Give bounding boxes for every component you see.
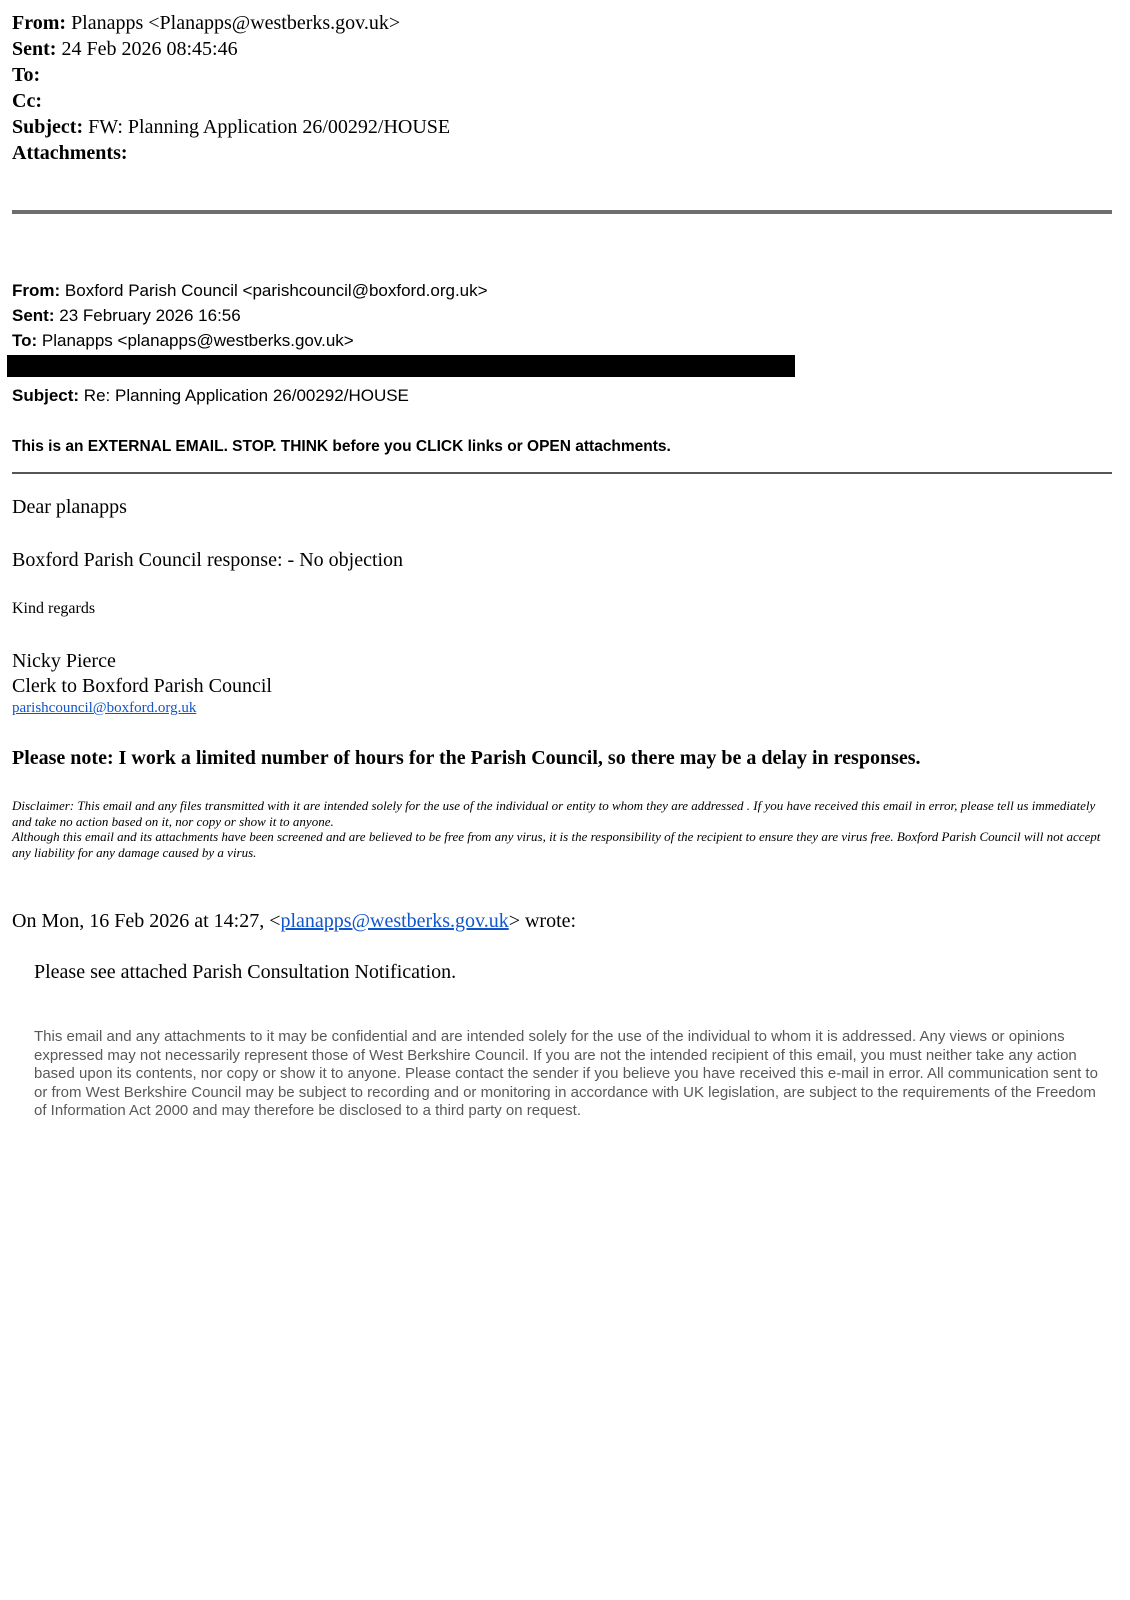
subject-value: FW: Planning Application 26/00292/HOUSE: [88, 116, 451, 138]
header-row-to: [12, 328, 1116, 353]
sent-value: 24 Feb 2026 08:45:46: [61, 38, 238, 60]
response-text: Boxford Parish Council response: - No objection: [12, 549, 404, 571]
subject-label: Subject:: [12, 386, 80, 405]
header-row-attachments: [12, 140, 1116, 166]
header-row-subject: [12, 383, 1116, 408]
attachments-label: Attachments:: [12, 142, 128, 164]
signature-name: Nicky Pierce: [12, 650, 116, 672]
sent-label: Sent:: [12, 38, 57, 60]
quote-prefix: On Mon, 16 Feb 2026 at 14:27, <: [12, 910, 281, 932]
divider-thick: [12, 210, 1112, 214]
from-label: From:: [12, 281, 61, 300]
outer-email-header: [12, 10, 1116, 166]
from-value: Boxford Parish Council <parishcouncil@boxford.org.uk>: [64, 281, 488, 300]
external-email-warning: This is an EXTERNAL EMAIL. STOP. THINK before you CLICK links or OPEN attachments.: [12, 438, 671, 455]
header-row-sent: [12, 303, 1116, 328]
from-value: Planapps <Planapps@westberks.gov.uk>: [71, 12, 401, 34]
header-row-to: [12, 62, 1116, 88]
hours-note: Please note: I work a limited number of hours for the Parish Council, so there may be a delay in responses.: [12, 747, 921, 769]
parish-disclaimer-part1: Disclaimer: This email and any files transmitted with it are intended solely for the use of the individual or entity to whom they are addressed . If you have received this email in error, please tell us immediately and take no action based on it, nor copy or show it to anyone.: [12, 798, 1096, 829]
subject-value: Re: Planning Application 26/00292/HOUSE: [83, 386, 409, 405]
subject-label: Subject:: [12, 116, 84, 138]
parish-disclaimer: [12, 798, 1102, 860]
signature-role: Clerk to Boxford Parish Council: [12, 675, 272, 697]
sent-label: Sent:: [12, 306, 55, 325]
header-row-cc: [12, 88, 1116, 114]
inner-email-header: [12, 278, 1116, 408]
header-row-subject: [12, 114, 1116, 140]
header-row-from: [12, 10, 1116, 36]
council-footer-disclaimer: This email and any attachments to it may be confidential and are intended solely for the use of the individual to whom it is addressed. Any views or opinions expressed may not necessarily represent those of West Berkshire Council. If you are not the intended recipient of this email, you must neither take any action based upon its contents, nor copy or show it to anyone. Please contact the sender if you believe you have received this e-mail in error. All communication sent to or from West Berkshire Council may be subject to recording and or monitoring in accordance with UK legislation, are subject to the requirements of the Freedom of Information Act 2000 and may therefore be disclosed to a third party on request.: [34, 1028, 1098, 1119]
to-label: To:: [12, 64, 41, 86]
quote-attribution-line: [12, 910, 1116, 933]
parish-disclaimer-part2: Although this email and its attachments have been screened and are believed to be free from any virus, it is the responsibility of the recipient to ensure they are virus free. Boxford Parish Council will not accept any liability for any damage caused by a virus.: [12, 829, 1101, 860]
to-value: Planapps <planapps@westberks.gov.uk>: [41, 331, 354, 350]
to-label: To:: [12, 331, 38, 350]
regards-text: Kind regards: [12, 600, 96, 617]
greeting-text: Dear planapps: [12, 496, 127, 518]
signature-email-row: [12, 700, 1116, 717]
cc-label: Cc:: [12, 90, 42, 112]
sent-value: 23 February 2026 16:56: [59, 306, 241, 325]
quoted-email-link[interactable]: planapps@westberks.gov.uk: [280, 910, 509, 932]
redaction-bar: [7, 355, 795, 377]
from-label: From:: [12, 12, 67, 34]
header-row-sent: [12, 36, 1116, 62]
quoted-message-text: Please see attached Parish Consultation Notification.: [34, 961, 457, 983]
signature-email-link[interactable]: parishcouncil@boxford.org.uk: [12, 700, 197, 716]
divider-thin: [12, 472, 1112, 474]
quote-suffix: > wrote:: [508, 910, 577, 932]
header-row-from: [12, 278, 1116, 303]
